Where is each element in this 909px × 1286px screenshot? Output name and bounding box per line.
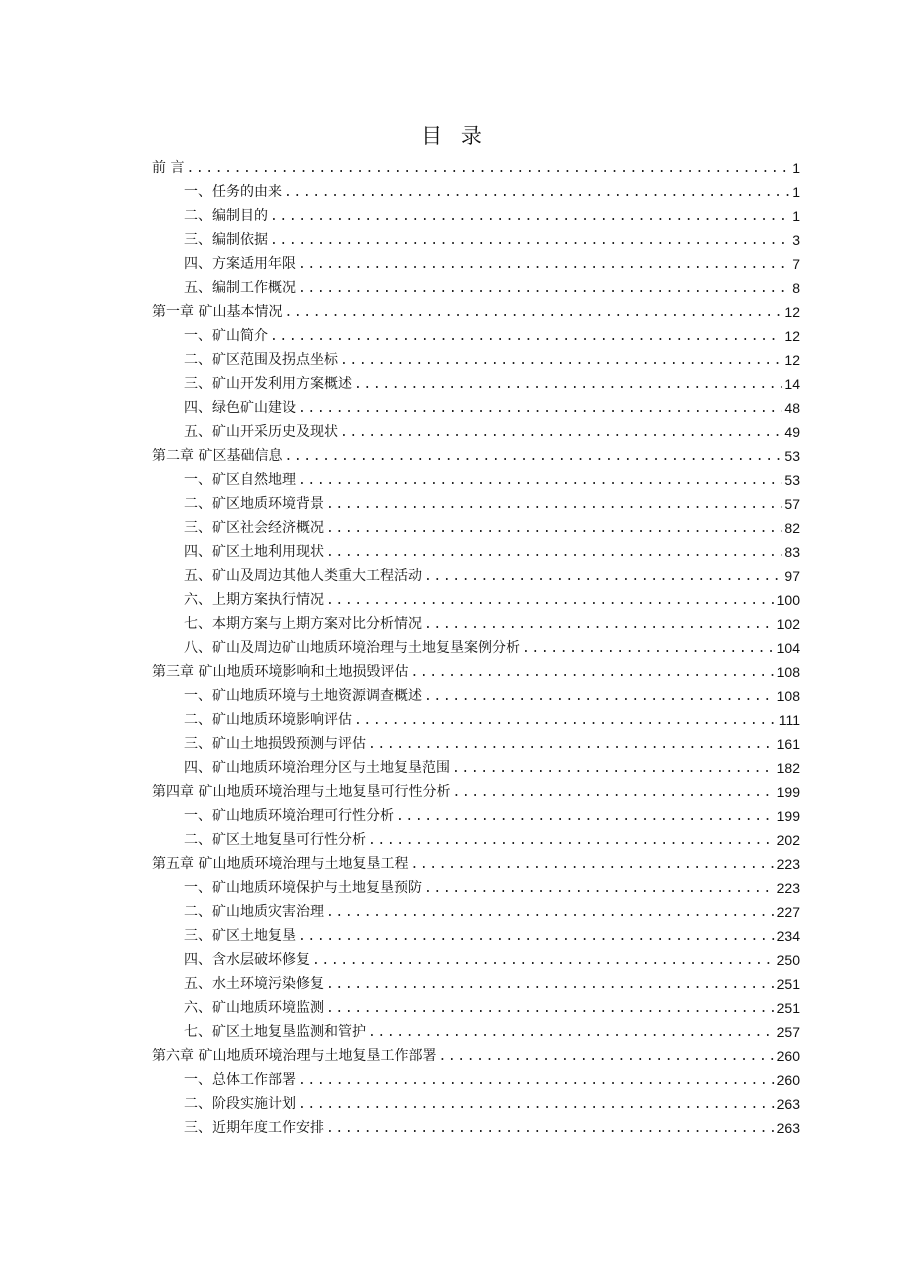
toc-section-entry[interactable] xyxy=(152,924,800,948)
toc-entry-label: 六、矿山地质环境监测 xyxy=(184,1000,324,1016)
toc-section-entry[interactable] xyxy=(152,516,800,540)
toc-entry-label: 四、方案适用年限 xyxy=(184,256,296,272)
toc-dot-leader xyxy=(298,926,775,948)
toc-entry-page-number: 7 xyxy=(792,256,800,272)
toc-dot-leader xyxy=(326,542,782,564)
toc-entry-label: 一、总体工作部署 xyxy=(184,1072,296,1088)
toc-entry-label: 二、矿山地质灾害治理 xyxy=(184,904,324,920)
toc-entry-label: 一、矿山简介 xyxy=(184,328,268,344)
toc-entry-page-number: 111 xyxy=(778,712,800,728)
toc-entry-label: 一、矿山地质环境保护与土地复垦预防 xyxy=(184,880,422,896)
toc-section-entry[interactable] xyxy=(152,828,800,852)
toc-entry-page-number: 260 xyxy=(776,1048,800,1064)
toc-entry-label: 七、本期方案与上期方案对比分析情况 xyxy=(184,616,422,632)
toc-entry-page-number: 53 xyxy=(784,472,800,488)
toc-dot-leader xyxy=(424,614,775,636)
toc-dot-leader xyxy=(424,878,775,900)
toc-dot-leader xyxy=(396,806,775,828)
toc-section-entry[interactable] xyxy=(152,468,800,492)
toc-section-entry[interactable] xyxy=(152,540,800,564)
toc-section-entry[interactable] xyxy=(152,588,800,612)
toc-entry-page-number: 199 xyxy=(776,808,800,824)
toc-dot-leader xyxy=(438,1046,774,1068)
toc-entry-label: 二、矿区地质环境背景 xyxy=(184,496,324,512)
toc-section-entry[interactable] xyxy=(152,228,800,252)
toc-dot-leader xyxy=(452,782,774,804)
toc-dot-leader xyxy=(410,854,774,876)
toc-entry-page-number: 223 xyxy=(776,880,800,896)
toc-dot-leader xyxy=(326,518,782,540)
toc-section-entry[interactable] xyxy=(152,972,800,996)
toc-entry-page-number: 12 xyxy=(784,328,800,344)
toc-dot-leader xyxy=(312,950,775,972)
toc-dot-leader xyxy=(270,206,790,228)
toc-chapter-entry[interactable] xyxy=(152,300,800,324)
toc-entry-page-number: 223 xyxy=(776,856,800,872)
toc-entry-page-number: 161 xyxy=(776,736,800,752)
toc-entry-label: 六、上期方案执行情况 xyxy=(184,592,324,608)
toc-chapter-entry[interactable] xyxy=(152,780,800,804)
toc-dot-leader xyxy=(354,374,782,396)
toc-section-entry[interactable] xyxy=(152,756,800,780)
toc-dot-leader xyxy=(298,1070,775,1092)
toc-entry-page-number: 108 xyxy=(776,688,800,704)
toc-dot-leader xyxy=(326,590,775,612)
toc-dot-leader xyxy=(284,182,790,204)
toc-entry-page-number: 100 xyxy=(776,592,800,608)
toc-dot-leader xyxy=(340,422,782,444)
toc-entry-label: 第一章 矿山基本情况 xyxy=(152,304,283,320)
toc-dot-leader xyxy=(326,494,782,516)
toc-section-entry[interactable] xyxy=(152,180,800,204)
toc-entry-page-number: 49 xyxy=(784,424,800,440)
toc-entry-page-number: 14 xyxy=(784,376,800,392)
toc-entry-label: 五、水土环境污染修复 xyxy=(184,976,324,992)
toc-dot-leader xyxy=(284,302,782,324)
toc-dot-leader xyxy=(326,902,775,924)
toc-entry-label: 前 言 xyxy=(152,160,185,176)
toc-title: 目 录 xyxy=(421,124,488,148)
toc-entry-page-number: 257 xyxy=(776,1024,800,1040)
toc-section-entry[interactable] xyxy=(152,612,800,636)
toc-entry-label: 二、矿山地质环境影响评估 xyxy=(184,712,352,728)
toc-dot-leader xyxy=(424,566,782,588)
toc-entry-label: 三、矿山土地损毁预测与评估 xyxy=(184,736,366,752)
toc-entry-label: 三、矿山开发利用方案概述 xyxy=(184,376,352,392)
toc-section-entry[interactable] xyxy=(152,276,800,300)
toc-dot-leader xyxy=(284,446,782,468)
toc-section-entry[interactable] xyxy=(152,564,800,588)
toc-entry-page-number: 260 xyxy=(776,1072,800,1088)
toc-entry-label: 四、含水层破坏修复 xyxy=(184,952,310,968)
toc-dot-leader xyxy=(410,662,774,684)
toc-dot-leader xyxy=(368,830,775,852)
toc-entry-page-number: 12 xyxy=(784,352,800,368)
toc-entry-page-number: 57 xyxy=(784,496,800,512)
toc-entry-label: 三、矿区社会经济概况 xyxy=(184,520,324,536)
toc-section-entry[interactable] xyxy=(152,804,800,828)
toc-entry-label: 五、编制工作概况 xyxy=(184,280,296,296)
toc-entry-page-number: 263 xyxy=(776,1096,800,1112)
toc-entry-page-number: 1 xyxy=(792,184,800,200)
toc-chapter-entry[interactable] xyxy=(152,1044,800,1068)
toc-section-entry[interactable] xyxy=(152,204,800,228)
toc-entry-label: 三、近期年度工作安排 xyxy=(184,1120,324,1136)
toc-dot-leader xyxy=(298,278,790,300)
toc-dot-leader xyxy=(298,398,782,420)
toc-entry-page-number: 12 xyxy=(784,304,800,320)
toc-entry-label: 第四章 矿山地质环境治理与土地复垦可行性分析 xyxy=(152,784,451,800)
toc-chapter-entry[interactable] xyxy=(152,444,800,468)
toc-entry-page-number: 202 xyxy=(776,832,800,848)
toc-entry-page-number: 83 xyxy=(784,544,800,560)
toc-section-entry[interactable] xyxy=(152,1020,800,1044)
toc-entry-label: 五、矿山及周边其他人类重大工程活动 xyxy=(184,568,422,584)
toc-entry-label: 第五章 矿山地质环境治理与土地复垦工程 xyxy=(152,856,409,872)
toc-section-entry[interactable] xyxy=(152,1116,800,1140)
toc-entry-label: 第三章 矿山地质环境影响和土地损毁评估 xyxy=(152,664,409,680)
toc-section-entry[interactable] xyxy=(152,996,800,1020)
toc-entry-page-number: 1 xyxy=(792,160,800,176)
toc-dot-leader xyxy=(452,758,775,780)
toc-entry-label: 一、矿山地质环境与土地资源调查概述 xyxy=(184,688,422,704)
toc-section-entry[interactable] xyxy=(152,372,800,396)
toc-dot-leader xyxy=(326,1118,775,1140)
toc-entry-label: 一、任务的由来 xyxy=(184,184,282,200)
toc-section-entry[interactable] xyxy=(152,324,800,348)
toc-entry-label: 八、矿山及周边矿山地质环境治理与土地复垦案例分析 xyxy=(184,640,520,656)
toc-section-entry[interactable] xyxy=(152,252,800,276)
toc-entry-label: 三、编制依据 xyxy=(184,232,268,248)
toc-entry-label: 四、矿山地质环境治理分区与土地复垦范围 xyxy=(184,760,450,776)
toc-entry-label: 七、矿区土地复垦监测和管护 xyxy=(184,1024,366,1040)
toc-entry-page-number: 227 xyxy=(776,904,800,920)
toc-entry-page-number: 1 xyxy=(792,208,800,224)
toc-entry-page-number: 102 xyxy=(776,616,800,632)
toc-dot-leader xyxy=(424,686,775,708)
toc-entry-label: 一、矿区自然地理 xyxy=(184,472,296,488)
toc-dot-leader xyxy=(522,638,775,660)
toc-entry-label: 一、矿山地质环境治理可行性分析 xyxy=(184,808,394,824)
toc-dot-leader xyxy=(354,710,777,732)
toc-entry-page-number: 108 xyxy=(776,664,800,680)
toc-entry-label: 二、矿区土地复垦可行性分析 xyxy=(184,832,366,848)
toc-entry-page-number: 3 xyxy=(792,232,800,248)
toc-entry-page-number: 104 xyxy=(776,640,800,656)
toc-section-entry[interactable] xyxy=(152,684,800,708)
toc-entry-page-number: 82 xyxy=(784,520,800,536)
toc-entry-page-number: 251 xyxy=(776,976,800,992)
toc-section-entry[interactable] xyxy=(152,420,800,444)
toc-dot-leader xyxy=(298,470,782,492)
toc-entry-label: 二、阶段实施计划 xyxy=(184,1096,296,1112)
toc-dot-leader xyxy=(326,974,775,996)
toc-entry-label: 四、绿色矿山建设 xyxy=(184,400,296,416)
toc-section-entry[interactable] xyxy=(152,732,800,756)
toc-entry-page-number: 8 xyxy=(792,280,800,296)
toc-list xyxy=(152,156,800,1140)
toc-chapter-entry[interactable] xyxy=(152,852,800,876)
toc-entry-label: 五、矿山开采历史及现状 xyxy=(184,424,338,440)
toc-entry-label: 第二章 矿区基础信息 xyxy=(152,448,283,464)
toc-dot-leader xyxy=(326,998,775,1020)
toc-entry-page-number: 250 xyxy=(776,952,800,968)
toc-section-entry[interactable] xyxy=(152,708,800,732)
toc-entry-page-number: 263 xyxy=(776,1120,800,1136)
toc-section-entry[interactable] xyxy=(152,948,800,972)
toc-section-entry[interactable] xyxy=(152,1068,800,1092)
toc-dot-leader xyxy=(270,230,790,252)
toc-section-entry[interactable] xyxy=(152,876,800,900)
toc-entry-page-number: 182 xyxy=(776,760,800,776)
toc-dot-leader xyxy=(270,326,782,348)
toc-entry-label: 二、矿区范围及拐点坐标 xyxy=(184,352,338,368)
toc-entry-label: 第六章 矿山地质环境治理与土地复垦工作部署 xyxy=(152,1048,437,1064)
toc-chapter-entry[interactable] xyxy=(152,660,800,684)
toc-dot-leader xyxy=(340,350,782,372)
toc-entry-page-number: 48 xyxy=(784,400,800,416)
toc-section-entry[interactable] xyxy=(152,492,800,516)
toc-section-entry[interactable] xyxy=(152,1092,800,1116)
toc-dot-leader xyxy=(186,158,790,180)
toc-entry-page-number: 97 xyxy=(784,568,800,584)
toc-entry-label: 二、编制目的 xyxy=(184,208,268,224)
toc-dot-leader xyxy=(298,254,790,276)
toc-entry-page-number: 234 xyxy=(776,928,800,944)
toc-dot-leader xyxy=(368,734,775,756)
toc-section-entry[interactable] xyxy=(152,636,800,660)
toc-entry-page-number: 251 xyxy=(776,1000,800,1016)
toc-entry-label: 四、矿区土地利用现状 xyxy=(184,544,324,560)
toc-chapter-entry[interactable] xyxy=(152,156,800,180)
toc-entry-page-number: 53 xyxy=(784,448,800,464)
toc-entry-label: 三、矿区土地复垦 xyxy=(184,928,296,944)
toc-section-entry[interactable] xyxy=(152,348,800,372)
toc-dot-leader xyxy=(298,1094,775,1116)
toc-dot-leader xyxy=(368,1022,775,1044)
toc-section-entry[interactable] xyxy=(152,900,800,924)
toc-entry-page-number: 199 xyxy=(776,784,800,800)
toc-section-entry[interactable] xyxy=(152,396,800,420)
